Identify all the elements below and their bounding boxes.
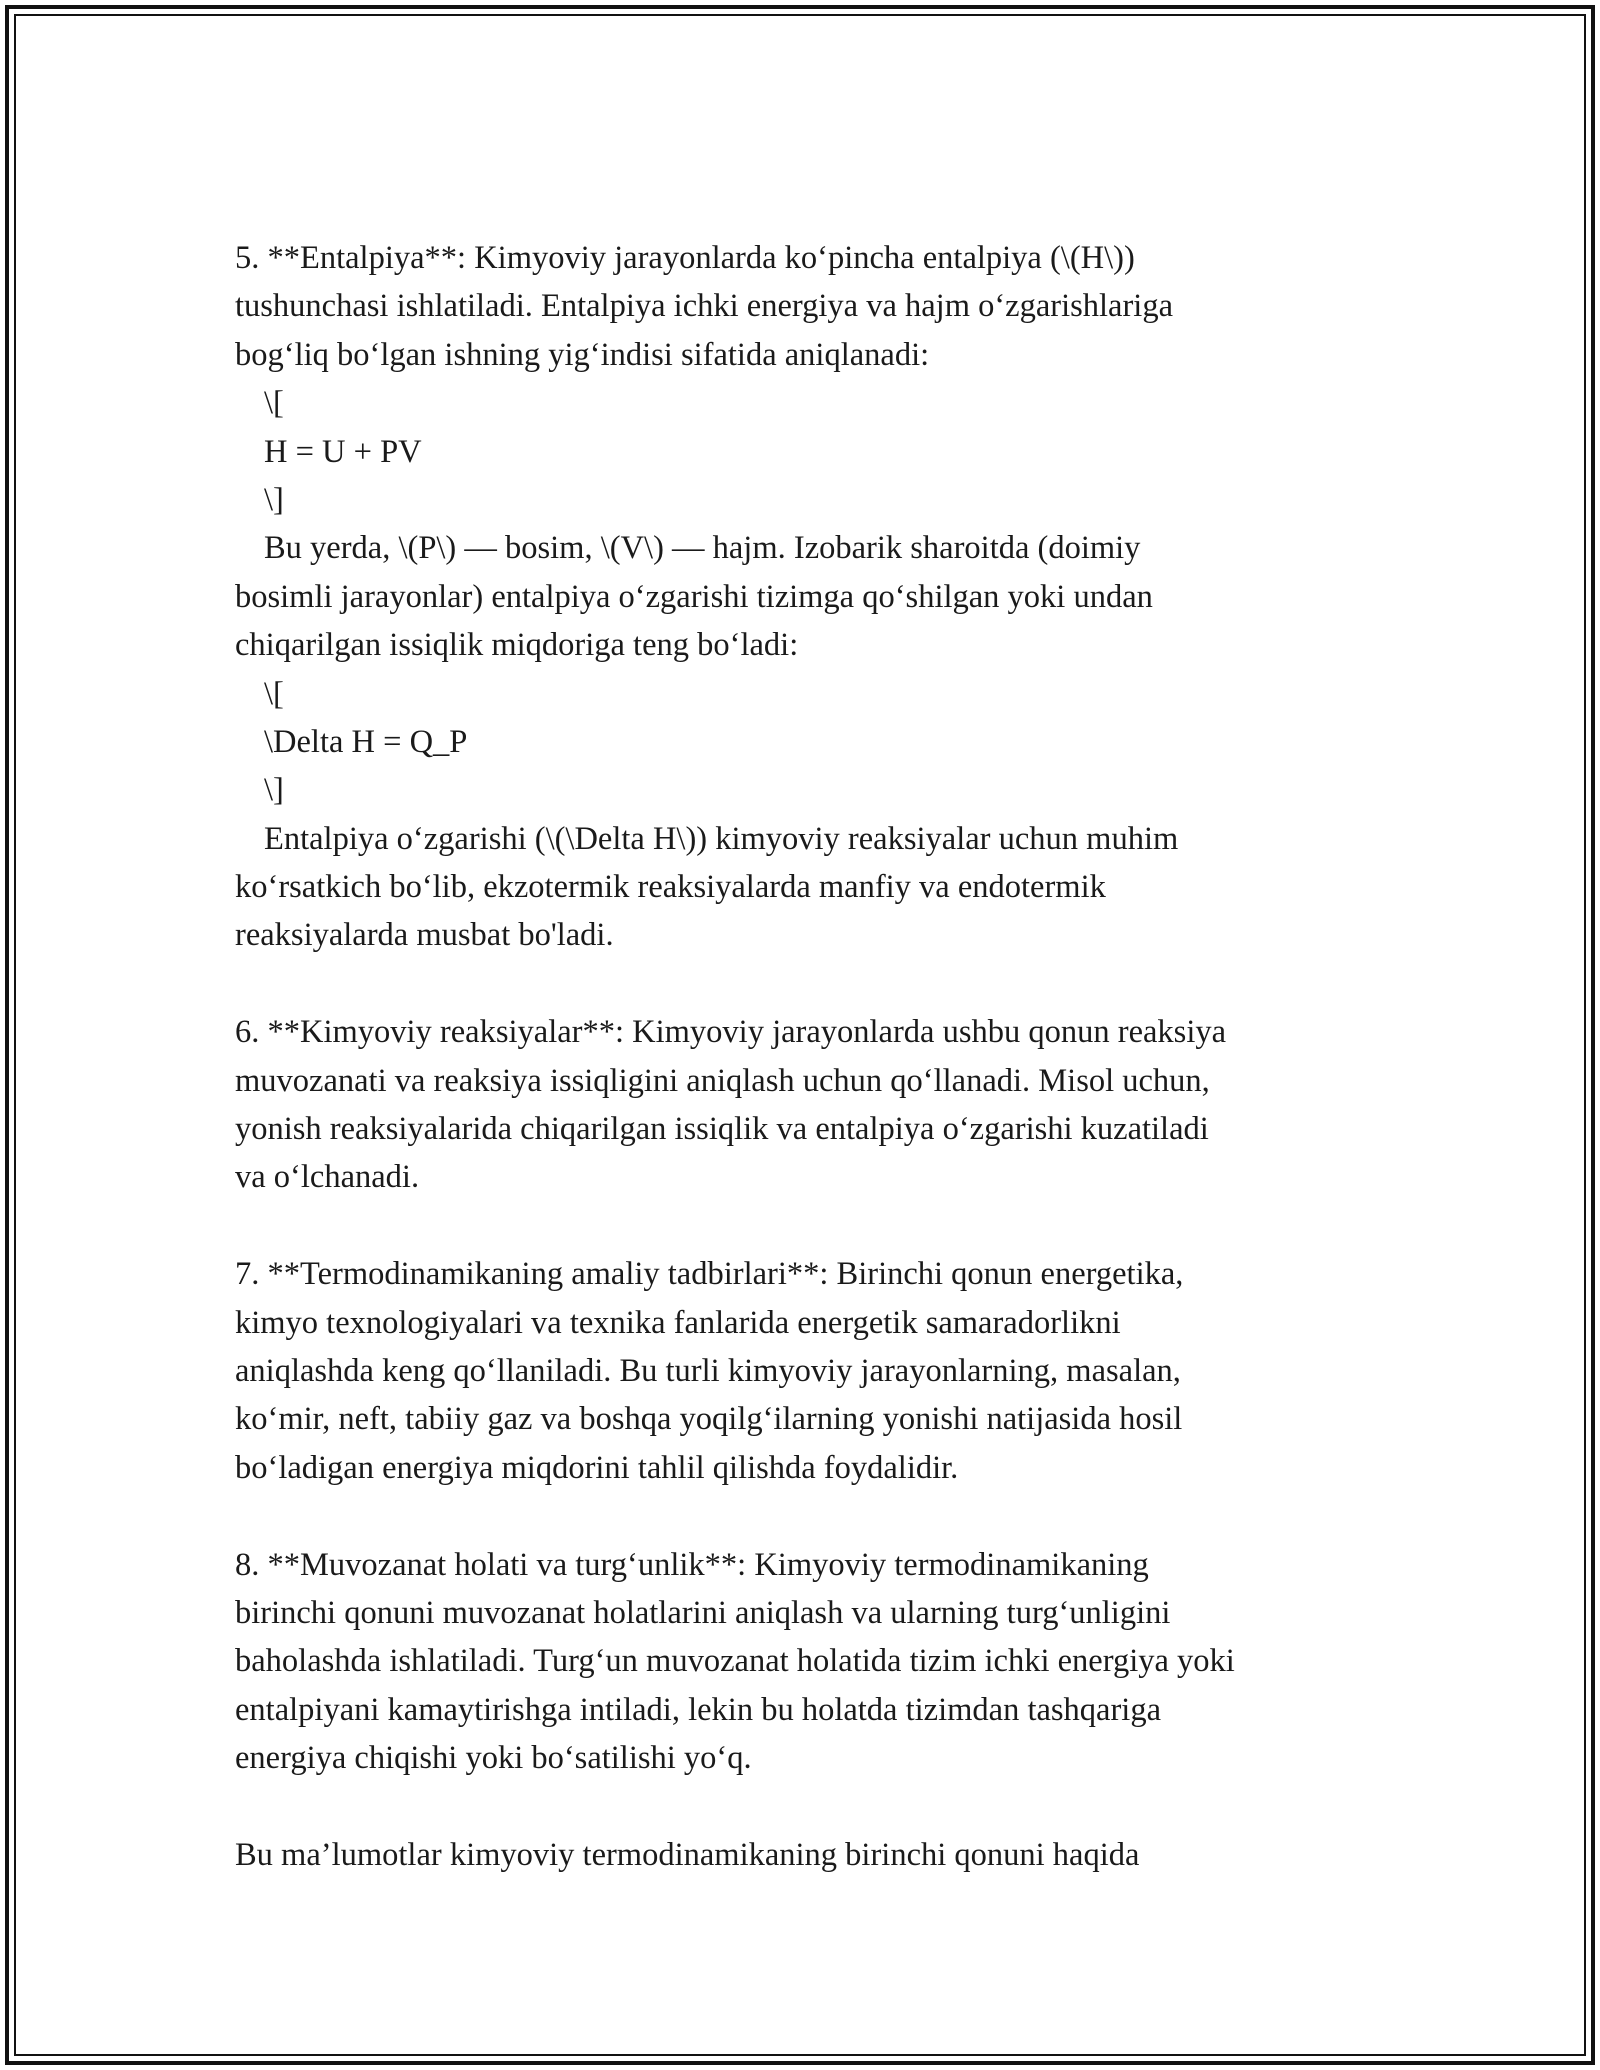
text-line: tushunchasi ishlatiladi. Entalpiya ichki energiya va hajm o‘zgarishlariga — [235, 288, 1174, 325]
text-line: chiqarilgan issiqlik miqdoriga teng bo‘ladi: — [235, 627, 799, 664]
text-line: muvozanati va reaksiya issiqligini aniqlash uchun qo‘llanadi. Misol uchun, — [235, 1062, 1210, 1099]
document-body — [235, 234, 1395, 1879]
text-line: Bu yerda, \(P\) — bosim, \(V\) — hajm. Izobarik sharoitda (doimiy — [264, 530, 1141, 567]
text-line: aniqlashda keng qo‘llaniladi. Bu turli kimyoviy jarayonlarning, masalan, — [235, 1352, 1181, 1389]
equation-open: \[ — [264, 385, 284, 422]
text-line: 5. **Entalpiya**: Kimyoviy jarayonlarda ko‘pincha entalpiya (\(H\)) — [235, 240, 1135, 276]
text-line: entalpiyani kamaytirishga intiladi, lekin bu holatda tizimdan tashqariga — [235, 1691, 1161, 1728]
text-line: baholashda ishlatiladi. Turg‘un muvozanat holatida tizim ichki energiya yoki — [235, 1643, 1235, 1680]
equation-close: \] — [264, 481, 284, 518]
text-line: energiya chiqishi yoki bo‘satilishi yo‘q. — [235, 1740, 752, 1777]
text-line: yonish reaksiyalarida chiqarilgan issiqlik va entalpiya o‘zgarishi kuzatiladi — [235, 1111, 1209, 1148]
paragraph-gap — [235, 1492, 1395, 1540]
text-line: Entalpiya o‘zgarishi (\(\Delta H\)) kimyoviy reaksiyalar uchun muhim — [264, 820, 1179, 857]
text-line: 6. **Kimyoviy reaksiyalar**: Kimyoviy jarayonlarda ushbu qonun reaksiya — [235, 1014, 1227, 1051]
text-line: kimyo texnologiyalari va texnika fanlarida energetik samaradorlikni — [235, 1304, 1121, 1341]
text-line: 8. **Muvozanat holati va turg‘unlik**: Kimyoviy termodinamikaning — [235, 1546, 1149, 1583]
text-line: bosimli jarayonlar) entalpiya o‘zgarishi tizimga qo‘shilgan yoki undan — [235, 578, 1153, 615]
equation: \Delta H = Q_P — [264, 723, 468, 760]
text-line: bog‘liq bo‘lgan ishning yig‘indisi sifatida aniqlanadi: — [235, 336, 930, 373]
text-line: 7. **Termodinamikaning amaliy tadbirlari**: Birinchi qonun energetika, — [235, 1256, 1184, 1293]
text-line: va o‘lchanadi. — [235, 1159, 420, 1196]
paragraph-gap — [235, 1202, 1395, 1250]
text-line: ko‘mir, neft, tabiiy gaz va boshqa yoqilg‘ilarning yonishi natijasida hosil — [235, 1401, 1183, 1438]
text-line: Bu ma’lumotlar kimyoviy termodinamikaning birinchi qonuni haqida — [235, 1836, 1140, 1873]
equation-open: \[ — [264, 675, 284, 712]
text-line: birinchi qonuni muvozanat holatlarini aniqlash va ularning turg‘unligini — [235, 1594, 1171, 1631]
equation: H = U + PV — [264, 433, 422, 470]
equation-close: \] — [264, 772, 284, 809]
text-line: bo‘ladigan energiya miqdorini tahlil qilishda foydalidir. — [235, 1449, 959, 1486]
text-line: reaksiyalarda musbat bo'ladi. — [235, 917, 614, 954]
paragraph-gap — [235, 960, 1395, 1008]
paragraph-gap — [235, 1783, 1395, 1831]
text-line: ko‘rsatkich bo‘lib, ekzotermik reaksiyalarda manfiy va endotermik — [235, 869, 1106, 906]
